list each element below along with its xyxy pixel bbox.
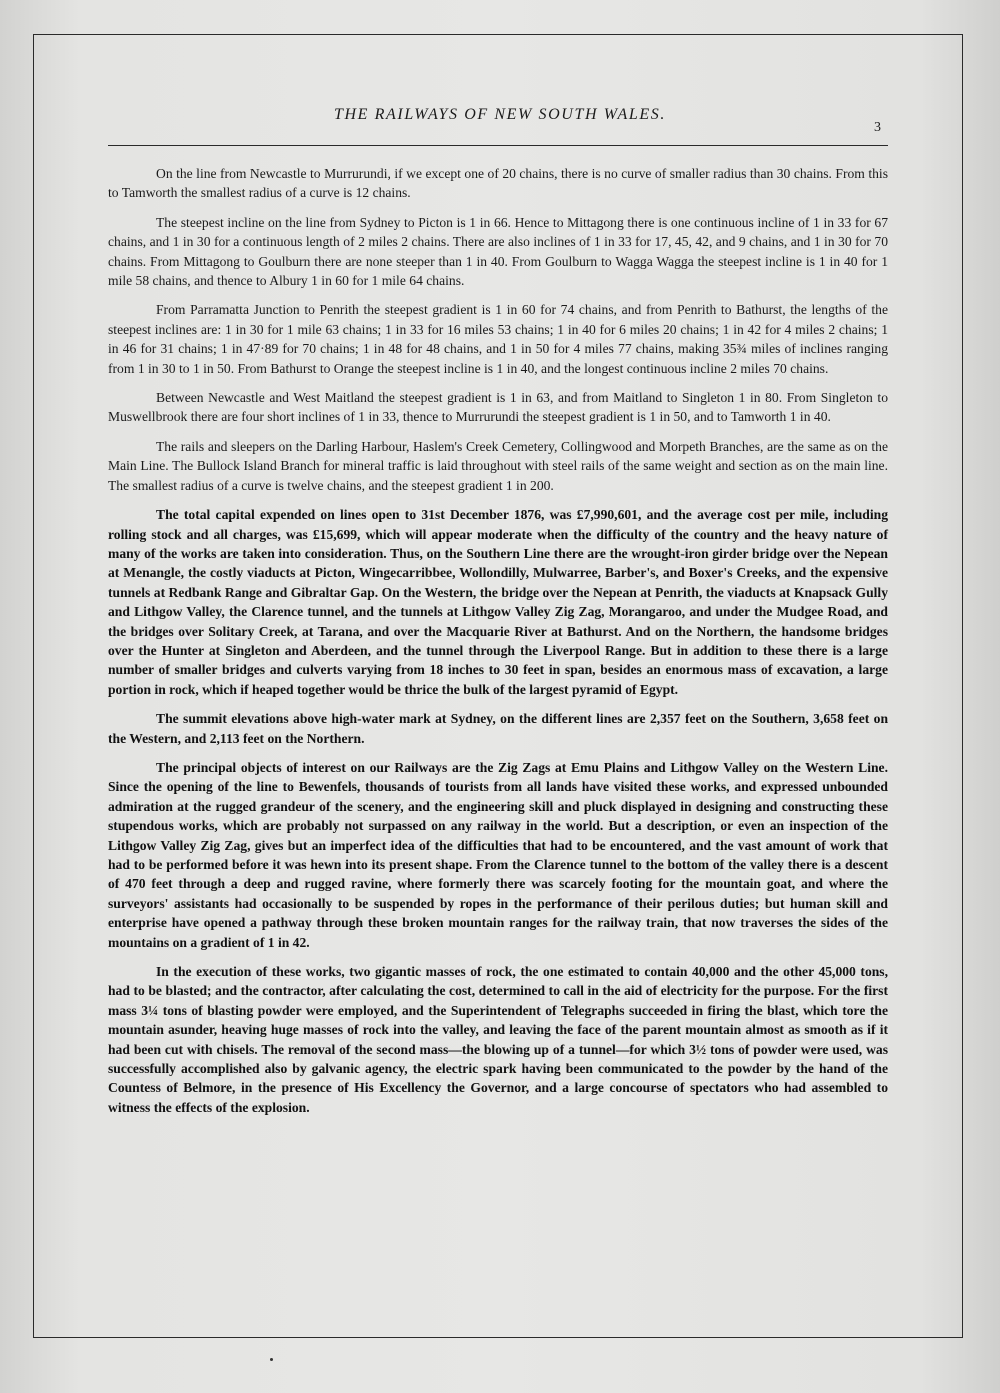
- paragraph-northern-gradients: Between Newcastle and West Maitland the steepest gradient is 1 in 63, and from Maitland to Singleton 1 in 80. From Singleton to Muswellbrook there are four short inclines of 1 in 33, thence to Murrurundi the steepest gradient is 1 in 50, and to Tamworth 1 in 40.: [108, 390, 888, 425]
- page-number: 3: [874, 120, 881, 135]
- running-title: THE RAILWAYS OF NEW SOUTH WALES.: [334, 106, 666, 123]
- paragraph-branches: The rails and sleepers on the Darling Harbour, Haslem's Creek Cemetery, Collingwood and Morpeth Branches, are the same as on the Main Line. The Bullock Island Branch for mineral traffic is laid throughout with steel rails of the same weight and section as on the main line. The smallest radius of a curve is twelve chains, and the steepest gradient 1 in 200.: [108, 438, 888, 493]
- paragraph-blasting: In the execution of these works, two gigantic masses of rock, the one estimated to contain 40,000 and the other 45,000 tons, had to be blasted; and the contractor, after calculating the cost, determined to call in the aid of electricity for the purpose. For the first mass 3¼ tons of blasting powder were employed, and the Superintendent of Telegraphs succeeded in firing the blast, which tore the mountain asunder, heaving huge masses of rock into the valley, and leaving the face of the parent mountain almost as smooth as if it had been cut with chisels. The removal of the second mass—the blowing up of a tunnel—for which 3½ tons of powder were used, was successfully accomplished also by galvanic agency, the electric spark having been communicated to the powder by the hand of the Countess of Belmore, in the presence of His Excellency the Governor, and a large concourse of spectators who had assembled to witness the effects of the explosion.: [108, 964, 888, 1115]
- paragraph-capital-expended: The total capital expended on lines open to 31st December 1876, was £7,990,601, and the average cost per mile, including rolling stock and all charges, was £15,699, which will appear moderate when the difficulty of the country and the heavy nature of many of the works are taken into consideration. Thus, on the Southern Line there are the wrought-iron girder bridge over the Nepean at Menangle, the costly viaducts at Picton, Wingecarribbee, Wollondilly, Mulwarree, Barber's, and Boxer's Creeks, and the expensive tunnels at Redbank Range and Gibraltar Gap. On the Western, the bridge over the Nepean at Penrith, the viaducts at Knapsack Gully and Lithgow Valley, the Clarence tunnel, and the tunnels at Lithgow Valley Zig Zag, Morangaroo, and under the Mudgee Road, and the bridges over Solitary Creek, at Tarana, and over the Macquarie River at Bathurst. And on the Northern, the handsome bridges over the Hunter at Singleton and Aberdeen, and the tunnel through the Liverpool Range. But in addition to these there is a large number of smaller bridges and culverts varying from 18 inches to 30 feet in span, besides an enormous mass of excavation, a large portion in rock, which if heaped together would be thrice the bulk of the largest pyramid of Egypt.: [108, 507, 888, 697]
- paragraph-western-gradients: From Parramatta Junction to Penrith the steepest gradient is 1 in 60 for 74 chains, and from Penrith to Bathurst, the lengths of the steepest inclines are: 1 in 30 for 1 mile 63 chains; 1 in 33 for 16 miles 53 chains; 1 in 40 for 6 miles 20 chains; 1 in 42 for 4 miles 2 chains; 1 in 46 for 31 chains; 1 in 47·89 for 70 chains; 1 in 48 for 48 chains, and 1 in 50 for 4 miles 77 chains, making 35¾ miles of inclines ranging from 1 in 30 to 1 in 50. From Bathurst to Orange the steepest incline is 1 in 40, and the longest continuous incline 2 miles 70 chains.: [108, 302, 888, 376]
- paragraph-curves: On the line from Newcastle to Murrurundi, if we except one of 20 chains, there is no curve of smaller radius than 30 chains. From this to Tamworth the smallest radius of a curve is 12 chains.: [108, 166, 888, 201]
- header-rule: [108, 145, 888, 146]
- ink-speck: [270, 1358, 273, 1361]
- body-text: [108, 164, 888, 1127]
- paragraph-southern-inclines: The steepest incline on the line from Sydney to Picton is 1 in 66. Hence to Mittagong there is one continuous incline of 1 in 33 for 67 chains, and 1 in 30 for a continuous length of 2 miles 2 chains. There are also inclines of 1 in 33 for 17, 45, 42, and 9 chains, and 1 in 30 for 70 chains. From Mittagong to Goulburn there are none steeper than 1 in 40. From Goulburn to Wagga Wagga the steepest incline is 1 in 40 for 1 mile 58 chains, and thence to Albury 1 in 60 for 1 mile 64 chains.: [108, 214, 888, 289]
- paragraph-zig-zags: The principal objects of interest on our Railways are the Zig Zags at Emu Plains and Lithgow Valley on the Western Line. Since the opening of the line to Bewenfels, thousands of tourists from all lands have visited these works, and expressed unbounded admiration at the rugged grandeur of the scenery, and the engineering skill and pluck displayed in designing and constructing these stupendous works, which are probably not surpassed on any railway in the world. But a description, or even an inspection of the Lithgow Valley Zig Zag, gives but an imperfect idea of the difficulties that had to be encountered, and the vast amount of work that had to be performed before it was hewn into its present shape. From the Clarence tunnel to the bottom of the valley there is a descent of 470 feet through a deep and rugged ravine, where formerly there was scarcely footing for the mountain goat, and where the surveyors' assistants had occasionally to be suspended by ropes in the performance of their perilous duties; but human skill and enterprise have opened a pathway through these broken mountain ranges for the railway train, that now traverses the sides of the mountains on a gradient of 1 in 42.: [108, 759, 888, 950]
- paragraph-summit-elevations: The summit elevations above high-water mark at Sydney, on the different lines are 2,357 feet on the Southern, 3,658 feet on the Western, and 2,113 feet on the Northern.: [108, 711, 888, 746]
